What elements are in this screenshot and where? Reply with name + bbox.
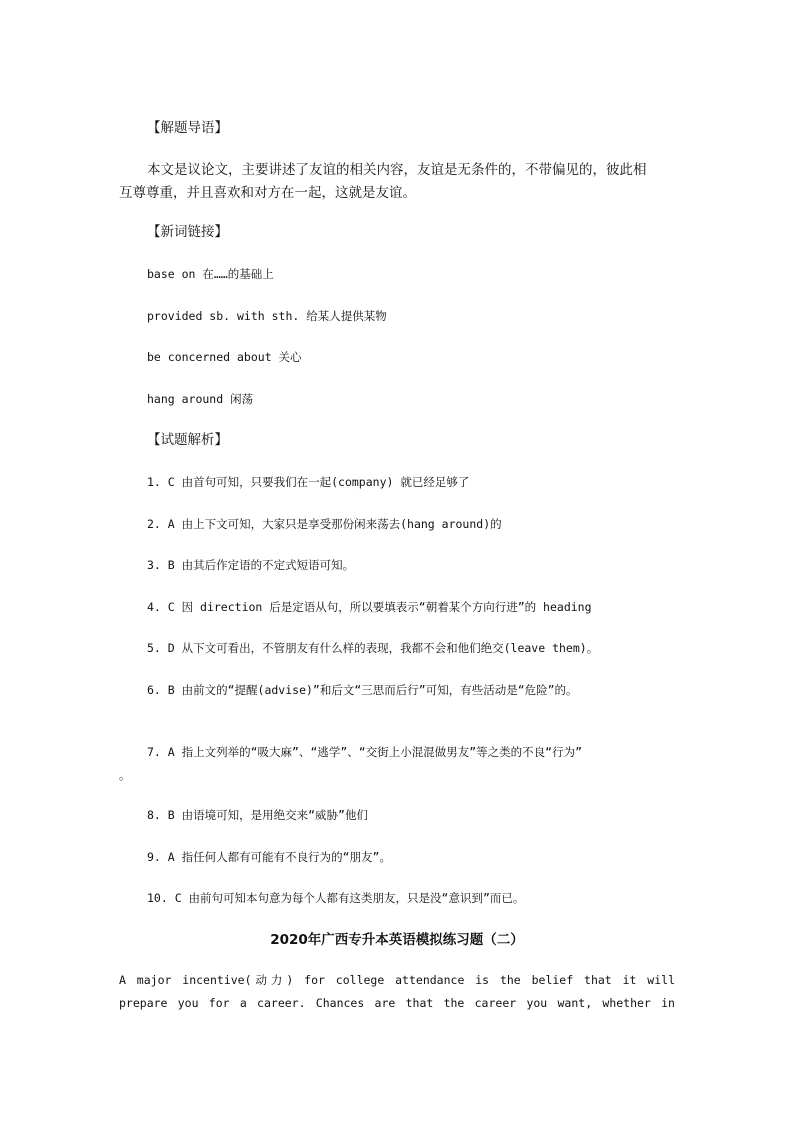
analysis-item: 10. C 由前句可知本句意为每个人都有这类朋友，只是没“意识到”而已。	[147, 891, 525, 905]
vocab-heading: 【新词链接】	[147, 224, 228, 240]
passage-line-2: prepare you for a career. Chances are that the career you want, whether in	[119, 996, 675, 1010]
guide-text-line-2: 互尊尊重，并且喜欢和对方在一起，这就是友谊。	[119, 185, 416, 201]
analysis-item: 4. C 因 direction 后是定语从句，所以要填表示“朝着某个方向行进”的 heading	[147, 600, 592, 614]
vocab-item: be concerned about 关心	[147, 350, 302, 364]
analysis-item: 8. B 由语境可知，是用绝交来“威胁”他们	[147, 808, 368, 822]
analysis-item: 6. B 由前文的“提醒(advise)”和后文“三思而后行”可知，有些活动是“危险”的。	[147, 683, 578, 697]
analysis-heading: 【试题解析】	[147, 432, 228, 448]
analysis-item: 1. C 由首句可知，只要我们在一起(company) 就已经足够了	[147, 475, 470, 489]
analysis-item: 2. A 由上下文可知，大家只是享受那份闲来荡去(hang around)的	[147, 517, 502, 531]
vocab-item: provided sb. with sth. 给某人提供某物	[147, 309, 387, 323]
analysis-item: 5. D 从下文可看出，不管朋友有什么样的表现，我都不会和他们绝交(leave them)。	[147, 641, 599, 655]
analysis-item: 7. A 指上文列举的“吸大麻”、“逃学”、“交街上小混混做男友”等之类的不良“行为”	[147, 745, 583, 759]
analysis-item: 9. A 指任何人都有可能有不良行为的“朋友”。	[147, 850, 391, 864]
guide-heading: 【解题导语】	[147, 120, 228, 136]
analysis-item: 3. B 由其后作定语的不定式短语可知。	[147, 558, 355, 572]
guide-text-line-1: 本文是议论文，主要讲述了友谊的相关内容，友谊是无条件的，不带偏见的，彼此相	[147, 162, 647, 178]
analysis-item-continuation: 。	[119, 768, 131, 782]
passage-line-1: A major incentive(动力) for college attendance is the belief that it will	[119, 973, 675, 987]
vocab-item: base on 在……的基础上	[147, 267, 274, 281]
exercise-title: 2020年广西专升本英语模拟练习题（二）	[270, 932, 524, 948]
vocab-item: hang around 闲荡	[147, 392, 254, 406]
